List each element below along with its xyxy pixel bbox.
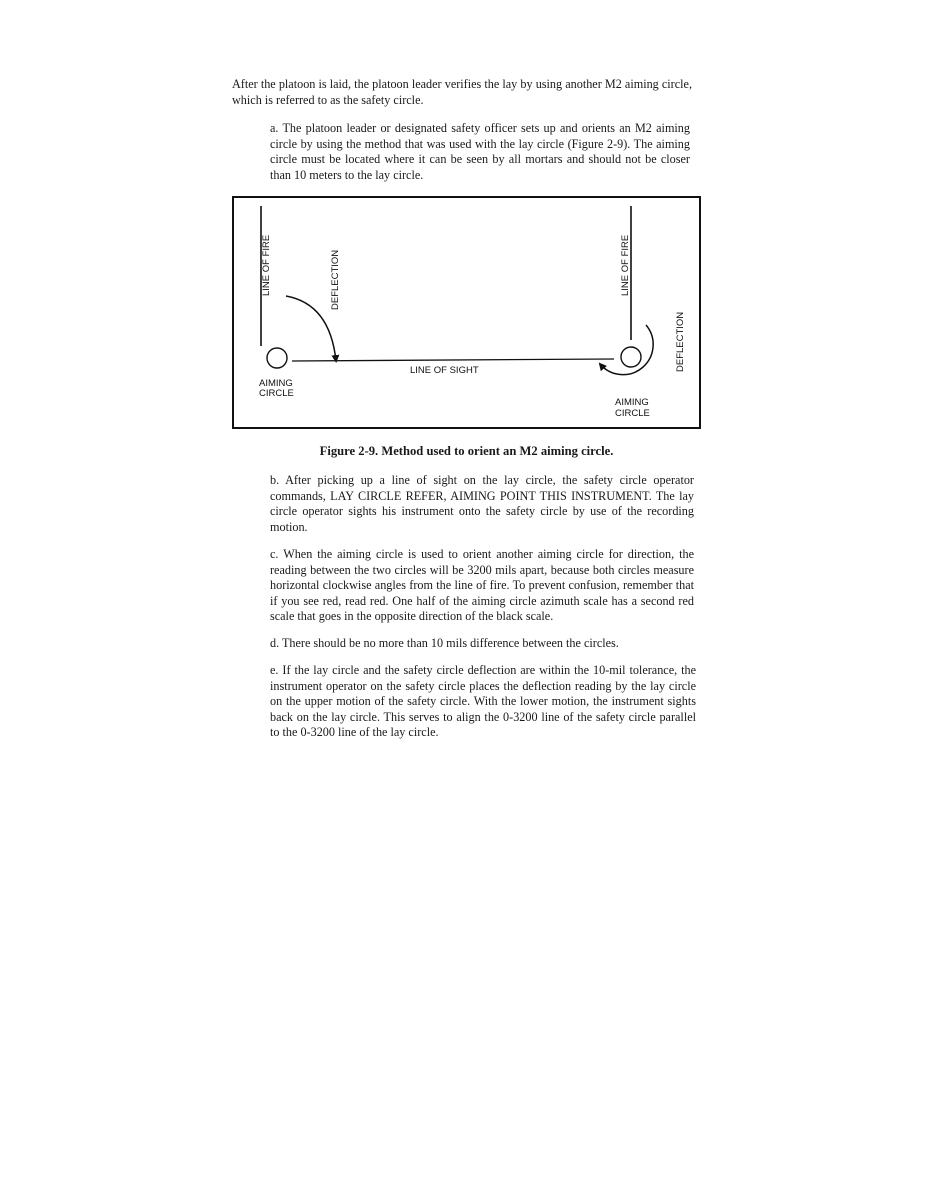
aiming-circle-right-label-line2: CIRCLE	[615, 408, 650, 419]
line-of-fire-right-label: LINE OF FIRE	[620, 234, 631, 296]
figure-2-9-diagram	[232, 196, 701, 429]
aiming-circle-right-label-line1: AIMING	[615, 397, 649, 408]
paragraph-d: d. There should be no more than 10 mils difference between the circles.	[270, 636, 619, 650]
deflection-arc-right	[600, 325, 653, 375]
figure-caption: Figure 2-9. Method used to orient an M2 aiming circle.	[319, 444, 614, 458]
paragraph-c: c. When the aiming circle is used to orient another aiming circle for direction, the reading between the two circles will be 3200 mils apart, because both circles measure horizontal clockwise angles from the line of fire. To prevent confusion, remember that if you see red, read red. One half of the aiming circle azimuth scale has a second red scale that goes in the opposite direction of the black scale.	[270, 547, 694, 624]
intro-paragraph: After the platoon is laid, the platoon leader verifies the lay by using another M2 aiming circle, which is referred to as the safety circle.	[232, 77, 692, 107]
paragraph-a: a. The platoon leader or designated safety officer sets up and orients an M2 aiming circle by using the method that was used with the lay circle (Figure 2-9). The aiming circle must be located where it can be seen by all mortars and should not be closer than 10 meters to the lay circle.	[270, 121, 690, 182]
line-of-sight-line	[292, 359, 614, 361]
aiming-circle-left	[267, 348, 287, 368]
aiming-circle-diagram	[232, 196, 701, 429]
deflection-left-label: DEFLECTION	[330, 249, 341, 310]
line-of-sight-label: LINE OF SIGHT	[410, 365, 479, 376]
line-of-fire-left-label: LINE OF FIRE	[261, 234, 272, 296]
aiming-circle-left-label-line1: AIMING	[259, 378, 293, 389]
paragraph-e: e. If the lay circle and the safety circle deflection are within the 10-mil tolerance, the instrument operator on the safety circle places the deflection reading by the lay circle on the upper motion of the safety circle. With the lower motion, the instrument sights back on the lay circle. This serves to align the 0-3200 line of the safety circle parallel to the 0-3200 line of the lay circle.	[270, 663, 696, 740]
aiming-circle-right	[621, 347, 641, 367]
deflection-right-label: DEFLECTION	[675, 311, 686, 372]
paragraph-b: b. After picking up a line of sight on the lay circle, the safety circle operator commands, LAY CIRCLE REFER, AIMING POINT THIS INSTRUMENT. The lay circle operator sights his instrument onto the safety circle by use of the recording motion.	[270, 473, 694, 534]
aiming-circle-left-label-line2: CIRCLE	[259, 388, 294, 399]
deflection-arc-left	[286, 296, 336, 361]
